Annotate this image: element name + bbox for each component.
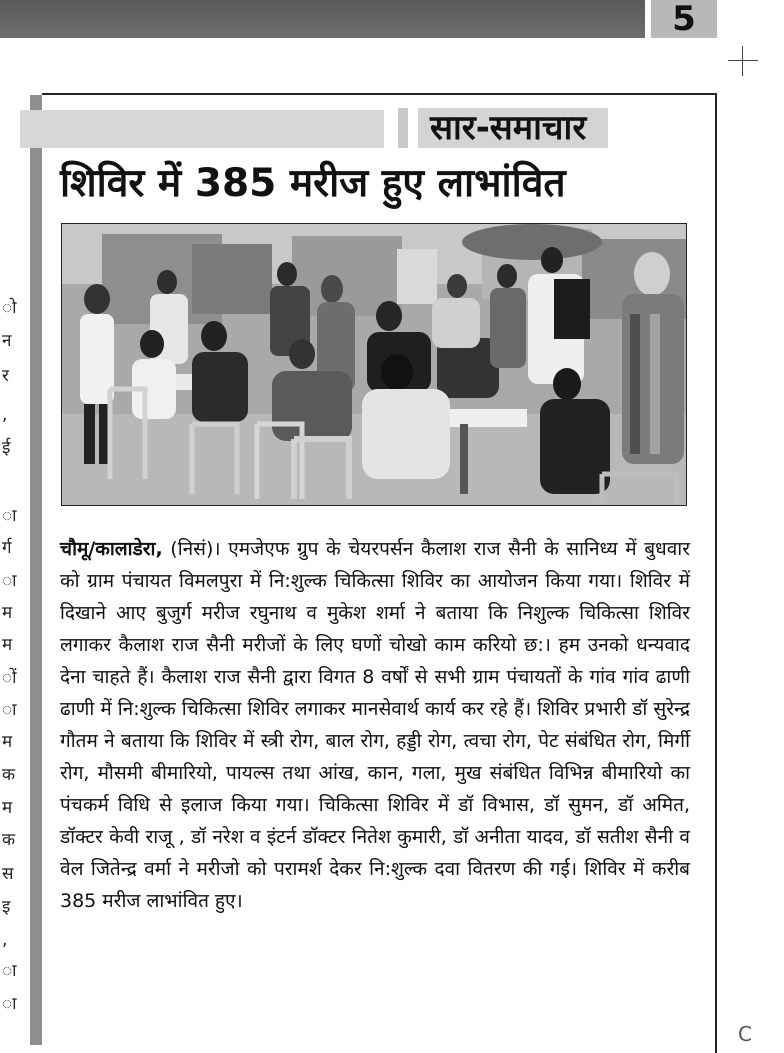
corner-mark: C	[738, 1022, 752, 1046]
adjacent-column-glyph: म	[2, 635, 13, 655]
adjacent-column-glyph: ों	[2, 668, 17, 688]
column-rule	[30, 95, 42, 1045]
page-number: 5	[672, 0, 696, 39]
adjacent-column-glyph: म	[2, 732, 13, 752]
section-header-bar	[20, 110, 384, 148]
adjacent-column-glyph: म	[2, 798, 13, 818]
article-body	[60, 533, 690, 917]
adjacent-column-glyph: क	[2, 830, 16, 850]
adjacent-column-glyph: र	[2, 366, 9, 386]
adjacent-column-glyph: न	[2, 331, 12, 351]
adjacent-column-glyph: ा	[2, 571, 17, 591]
section-title: सार-समाचार	[418, 108, 608, 148]
adjacent-column-glyph: ,	[2, 930, 8, 950]
adjacent-column-glyph: क	[2, 765, 16, 785]
registration-mark	[728, 46, 758, 76]
article-headline: शिविर में 385 मरीज हुए लाभांवित	[60, 161, 566, 206]
adjacent-column-glyph: ो	[2, 298, 17, 318]
adjacent-column-glyph: ा	[2, 700, 17, 720]
adjacent-column-glyph: ,	[2, 405, 8, 425]
adjacent-column-glyph: स	[2, 864, 14, 884]
section-header	[398, 108, 608, 148]
adjacent-column-glyph: र्ग	[2, 538, 12, 558]
next-article-headline-fragment	[60, 1033, 700, 1045]
page-header-bar	[0, 0, 645, 38]
adjacent-column-glyph: ा	[2, 961, 17, 981]
adjacent-column-glyph: ा	[2, 506, 17, 526]
article-photo	[61, 223, 687, 506]
adjacent-column-glyph: इ	[2, 897, 11, 917]
adjacent-column-glyph: ा	[2, 994, 17, 1014]
article-body-text: (निसं)। एमजेएफ ग्रुप के चेयरपर्सन कैलाश राज सैनी के सानिध्य में बुधवार को ग्राम पंचायत विमलपुरा में नि:शुल्क चिकित्सा शिविर का आयोजन किया गया। शिविर में दिखाने आए बुजुर्ग मरीज रघुनाथ व मुकेश शर्मा ने बताया कि निशुल्क चिकित्सा शिविर लगाकर कैलाश राज सैनी मरीजों के लिए घणों चोखो काम करियो छ:। हम उनको धन्यवाद देना चाहते हैं। कैलाश राज सैनी द्वारा विगत 8 वर्षों से सभी ग्राम पंचायतों के गांव गांव ढाणी ढाणी में नि:शुल्क चिकित्सा शिविर लगाकर मानसेवार्थ कार्य कर रहे हैं। शिविर प्रभारी डॉ सुरेन्द्र गौतम ने बताया कि शिविर में स्त्री रोग, बाल रोग, हड्डी रोग, त्वचा रोग, पेट संबंधित रोग, मिर्गी रोग, मौसमी बीमारियो, पायल्स तथा आंख, कान, गला, मुख संबंधित विभिन्न बीमारियो का पंचकर्म विधि से इलाज किया गया। चिकित्सा शिविर में डॉ विभास, डॉ सुमन, डॉ अमित, डॉक्टर केवी राजू , डॉ नरेश व इंटर्न डॉक्टर नितेश कुमारी, डॉ अनीता यादव, डॉ सतीश सैनी व वेल जितेन्द्र वर्मा ने मरीजो को परामर्श देकर नि:शुल्क दवा वितरण की गई। शिविर में करीब 385 मरीज लाभांवित हुए।	[60, 538, 690, 912]
adjacent-column-glyph: ई	[2, 438, 11, 458]
dateline: चौमू/कालाडेरा,	[60, 538, 163, 560]
adjacent-column-fragment	[0, 90, 22, 1045]
adjacent-column-glyph: म	[2, 603, 13, 623]
page-number-box	[651, 0, 717, 38]
